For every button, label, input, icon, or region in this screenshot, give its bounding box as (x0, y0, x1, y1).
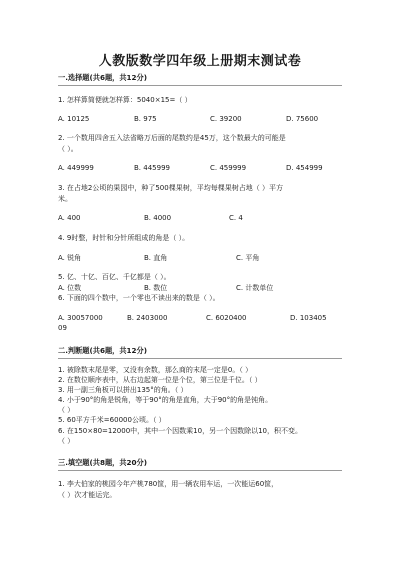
question-2-option-d: D. 454999 (286, 164, 323, 172)
question-3-option-c: C. 4 (229, 214, 243, 222)
question-4-option-a: A. 锐角 (58, 254, 82, 262)
question-3-stem-cont: 米。 (58, 195, 72, 203)
fill-1: 1. 李大伯家的桃园今年产桃780筐，用一辆农用车运，一次能运60筐， (58, 480, 279, 488)
question-2-option-a: A. 449999 (58, 164, 94, 172)
judge-1: 1. 被除数末尾是零，又没有余数，那么商的末尾一定是0。（ ） (58, 366, 253, 374)
judge-4: 4. 小于90°的角是锐角，等于90°的角是直角，大于90°的角是钝角。 (58, 396, 273, 404)
question-2-option-b: B. 445999 (134, 164, 170, 172)
section-divider (58, 85, 342, 86)
section-heading-choice: 一.选择题(共6题，共12分) (58, 73, 147, 82)
question-4-option-b: B. 直角 (144, 254, 168, 262)
fill-1-cont: （ ）次才能运完。 (58, 491, 117, 499)
section-divider (58, 358, 342, 359)
question-1-option-b: B. 975 (134, 115, 157, 123)
question-3-option-a: A. 400 (58, 214, 81, 222)
question-1-stem: 1. 怎样算简便就怎样算：5040×15=（ ） (58, 96, 192, 104)
section-heading-fill: 三.填空题(共8题，共20分) (58, 458, 147, 467)
question-6-stem: 6. 下面的四个数中，一个零也不读出来的数是（ ）。 (58, 294, 220, 302)
question-1-option-a: A. 10125 (58, 115, 90, 123)
question-6-option-b: B. 2403000 (127, 314, 168, 322)
judge-2: 2. 在数位顺序表中，从右边起第一位是个位，第三位是千位。（ ） (58, 376, 262, 384)
judge-4-blank: （ ） (58, 406, 75, 414)
page-title: 人教版数学四年级上册期末测试卷 (98, 54, 302, 69)
section-heading-judge: 二.判断题(共6题，共12分) (58, 346, 147, 355)
question-5-option-b: B. 数位 (144, 284, 168, 292)
question-2-stem: 2. 一个数用四舍五入法省略万后面的尾数约是45万，这个数最大的可能是 (58, 134, 286, 142)
question-3-option-b: B. 4000 (144, 214, 172, 222)
question-6-option-d: D. 103405 (290, 314, 327, 322)
question-4-stem: 4. 9时整，时针和分针所组成的角是（ ）。 (58, 234, 190, 242)
question-6-option-d-wrap: 09 (58, 324, 67, 332)
question-3-stem: 3. 在占地2公顷的果园中，种了500棵果树，平均每棵果树占地（ ）平方 (58, 184, 283, 192)
judge-5: 5. 60平方千米=60000公顷。（ ） (58, 416, 166, 424)
question-1-option-d: D. 75600 (286, 115, 319, 123)
judge-6-blank: （ ） (58, 437, 75, 445)
question-4-option-c: C. 平角 (236, 254, 260, 262)
judge-6: 6. 在150×80=12000中，其中一个因数乘10，另一个因数除以10，积不变。 (58, 427, 302, 435)
section-divider (58, 470, 342, 471)
question-2-stem-cont: （ ）。 (58, 145, 78, 153)
question-2-option-c: C. 459999 (210, 164, 247, 172)
question-1-option-c: C. 39200 (210, 115, 242, 123)
question-6-option-c: C. 6020400 (206, 314, 247, 322)
question-5-option-c: C. 计数单位 (236, 284, 274, 292)
question-5-stem: 5. 亿、十亿、百亿、千亿都是（ ）。 (58, 273, 171, 281)
question-5-option-a: A. 位数 (58, 284, 82, 292)
judge-3: 3. 用一副三角板可以拼出135°的角。（ ） (58, 386, 188, 394)
question-6-option-a: A. 30057000 (58, 314, 103, 322)
